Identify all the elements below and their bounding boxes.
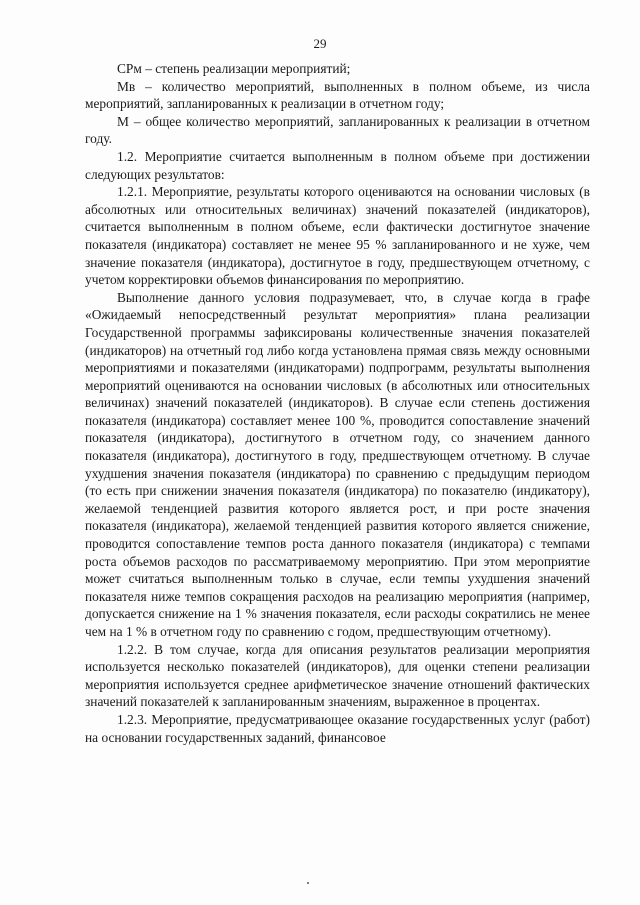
scan-dot-mark: [307, 882, 309, 884]
paragraph-mv-definition: Мв – количество мероприятий, выполненных в полном объеме, из числа мероприятий, запланированных к реализации в отчетном году;: [85, 78, 590, 112]
paragraph-1-2: 1.2. Мероприятие считается выполненным в полном объеме при достижении следующих результатов:: [85, 148, 590, 182]
paragraph-condition-explanation: Выполнение данного условия подразумевает, что, в случае когда в графе «Ожидаемый непосредственный результат мероприятия» плана реализации Государственной программы зафиксированы количественные значения показателей (индикаторов) на отчетный год либо когда установлена прямая связь между основными мероприятиями и показателями (индикаторами) подпрограмм, результаты выполнения мероприятий оцениваются на основании числовых (в абсолютных или относительных величинах) значений показателей (индикаторов). В случае если степень достижения показателя (индикатора) составляет менее 100 %, проводится сопоставление значений показателя (индикатора), достигнутого в отчетном году, со значением данного показателя (индикатора), достигнутого в году, предшествующем отчетному. В случае ухудшения значения показателя (индикатора) по сравнению с предыдущим периодом (то есть при снижении значения показателя (индикатора) по показателю (индикатору), желаемой тенденцией развития которого является рост, и при росте значения показателя (индикатора), желаемой тенденцией развития которого является снижение, проводится сопоставление темпов роста данного показателя (индикатора) с темпами роста объемов расходов по рассматриваемому мероприятию. При этом мероприятие может считаться выполненным только в случае, если темпы ухудшения значений показателя ниже темпов сокращения расходов на реализацию мероприятия (например, допускается снижение на 1 % значения показателя, если расходы сократились не менее чем на 1 % в отчетном году по сравнению с годом, предшествующим отчетному).: [85, 289, 590, 639]
document-body: [85, 60, 590, 746]
page-number: 29: [313, 36, 327, 51]
paragraph-1-2-3: 1.2.3. Мероприятие, предусматривающее оказание государственных услуг (работ) на основании государственных заданий, финансовое: [85, 711, 590, 745]
paragraph-1-2-2: 1.2.2. В том случае, когда для описания результатов реализации мероприятия используется несколько показателей (индикаторов), для оценки степени реализации мероприятия используется среднее арифметическое значение отношений фактических значений показателей к запланированным значениям, выраженное в процентах.: [85, 641, 590, 710]
paragraph-1-2-1: 1.2.1. Мероприятие, результаты которого оцениваются на основании числовых (в абсолютных или относительных величинах) значений показателей (индикаторов), считается выполненным в полном объеме, если фактически достигнутое значение показателя (индикатора) составляет не менее 95 % запланированного и не хуже, чем значение показателя (индикатора), достигнутое в году, предшествующем отчетному, с учетом корректировки объемов финансирования по мероприятию.: [85, 184, 590, 288]
paragraph-srm-definition: СРм – степень реализации мероприятий;: [117, 61, 351, 76]
paragraph-m-definition: М – общее количество мероприятий, запланированных к реализации в отчетном году.: [85, 113, 590, 147]
